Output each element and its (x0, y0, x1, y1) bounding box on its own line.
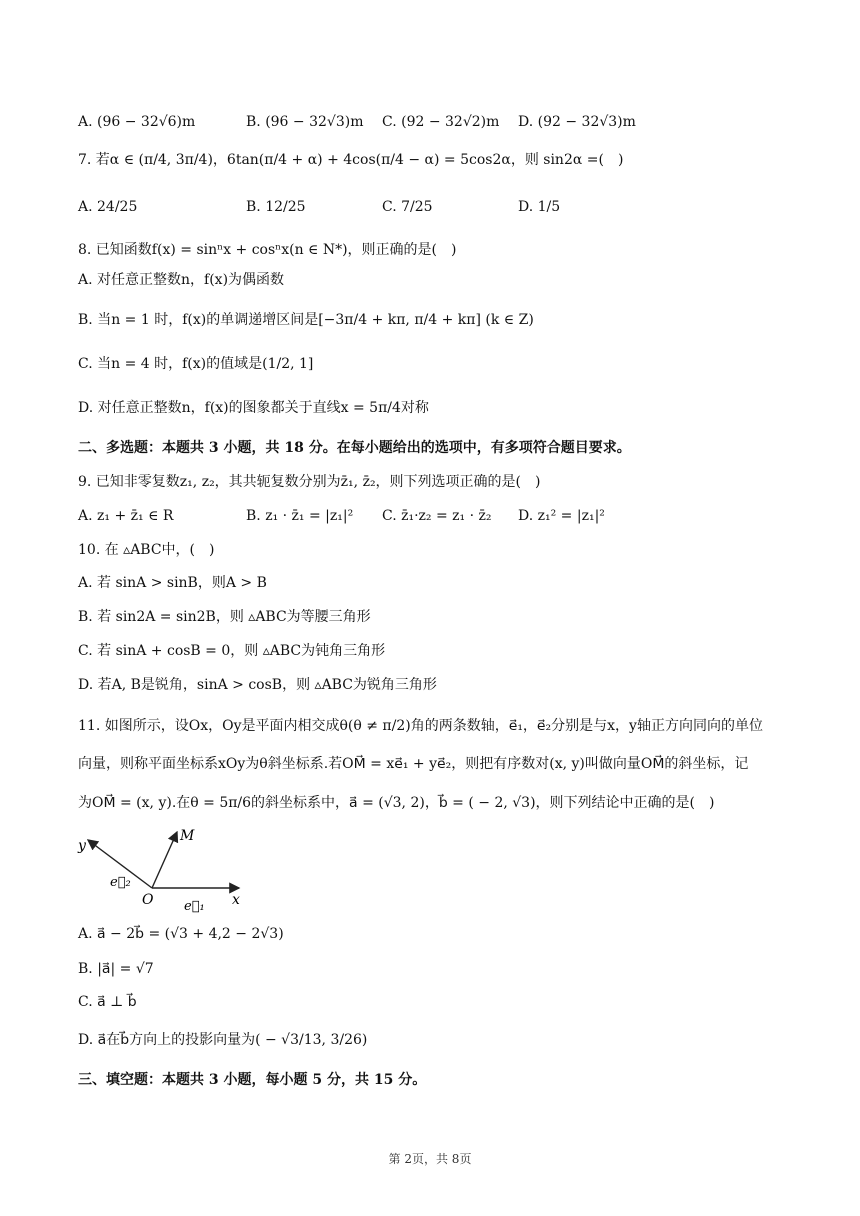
q7-stem: 7. 若α ∈ (π/4, 3π/4)，6tan(π/4 + α) + 4cos(π/4 − α) = 5cos2α，则 sin2α =( ) (78, 152, 624, 168)
q11-stem-line-1: 11. 如图所示，设Ox，Oy是平面内相交成θ(θ ≠ π/2)角的两条数轴，e⃗₁，e⃗₂分别是与x，y轴正方向同向的单位 (78, 718, 763, 734)
q8-option-d: D. 对任意正整数n，f(x)的图象都关于直线x = 5π/4对称 (78, 400, 429, 416)
q11-stem-line-3: 为OM⃗ = (x, y).在θ = 5π/6的斜坐标系中，a⃗ = (√3, 2)，b⃗ = ( − 2, √3)，则下列结论中正确的是( ) (78, 795, 715, 811)
q9-option-b: B. z₁ · z̄₁ = |z₁|² (246, 508, 354, 524)
q7-option-d: D. 1/5 (518, 199, 561, 215)
e1-label: e⃗₁ (184, 899, 205, 914)
section-2-heading: 二、多选题：本题共 3 小题，共 18 分。在每小题给出的选项中，有多项符合题目要求。 (78, 440, 631, 456)
q9-option-d: D. z₁² = |z₁|² (518, 508, 605, 524)
q9-option-a: A. z₁ + z̄₁ ∈ R (78, 508, 174, 524)
y-label: y (78, 838, 86, 854)
q11-option-b: B. |a⃗| = √7 (78, 961, 154, 977)
o-label: O (142, 892, 154, 908)
q11-stem-line-2: 向量，则称平面坐标系xOy为θ斜坐标系.若OM⃗ = xe⃗₁ + ye⃗₂，则把有序数对(x, y)叫做向量OM⃗的斜坐标，记 (78, 756, 749, 772)
q9-option-c: C. z̄₁·z₂ = z₁ · z̄₂ (382, 508, 492, 524)
q10-stem: 10. 在 ▵ABC中，( ) (78, 542, 215, 558)
section-3-heading: 三、填空题：本题共 3 小题，每小题 5 分，共 15 分。 (78, 1072, 427, 1088)
e2-label: e⃗₂ (110, 875, 131, 890)
om-vector (152, 832, 177, 888)
q6-option-d: D. (92 − 32√3)m (518, 114, 636, 130)
q10-option-a: A. 若 sinA > sinB，则A > B (78, 575, 267, 591)
x-label: x (232, 892, 240, 908)
q8-stem: 8. 已知函数f(x) = sinⁿx + cosⁿx(n ∈ N*)，则正确的是( ) (78, 242, 457, 258)
q6-option-b: B. (96 − 32√3)m (246, 114, 364, 130)
q6-option-c: C. (92 − 32√2)m (382, 114, 500, 130)
q7-option-b: B. 12/25 (246, 199, 306, 215)
m-label: M (180, 828, 195, 844)
q9-stem: 9. 已知非零复数z₁, z₂，其共轭复数分别为z̄₁, z̄₂，则下列选项正确的是( ) (78, 474, 541, 490)
page-footer: 第 2页，共 8页 (388, 1152, 472, 1166)
oblique-coordinate-figure (74, 826, 254, 916)
q7-option-c: C. 7/25 (382, 199, 433, 215)
q11-option-c: C. a⃗ ⊥ b⃗ (78, 994, 137, 1010)
q6-option-a: A. (96 − 32√6)m (78, 114, 196, 130)
q7-option-a: A. 24/25 (78, 199, 138, 215)
q11-option-a: A. a⃗ − 2b⃗ = (√3 + 4,2 − 2√3) (78, 926, 284, 942)
q8-option-b: B. 当n = 1 时，f(x)的单调递增区间是[−3π/4 + kπ, π/4 + kπ] (k ∈ Z) (78, 312, 534, 328)
q11-option-d: D. a⃗在b⃗方向上的投影向量为( − √3/13, 3/26) (78, 1032, 368, 1048)
q10-option-c: C. 若 sinA + cosB = 0，则 ▵ABC为钝角三角形 (78, 643, 386, 659)
q8-option-c: C. 当n = 4 时，f(x)的值域是(1/2, 1] (78, 356, 314, 372)
q8-option-a: A. 对任意正整数n，f(x)为偶函数 (78, 272, 285, 288)
q10-option-b: B. 若 sin2A = sin2B，则 ▵ABC为等腰三角形 (78, 609, 371, 625)
q10-option-d: D. 若A, B是锐角，sinA > cosB，则 ▵ABC为锐角三角形 (78, 677, 437, 693)
